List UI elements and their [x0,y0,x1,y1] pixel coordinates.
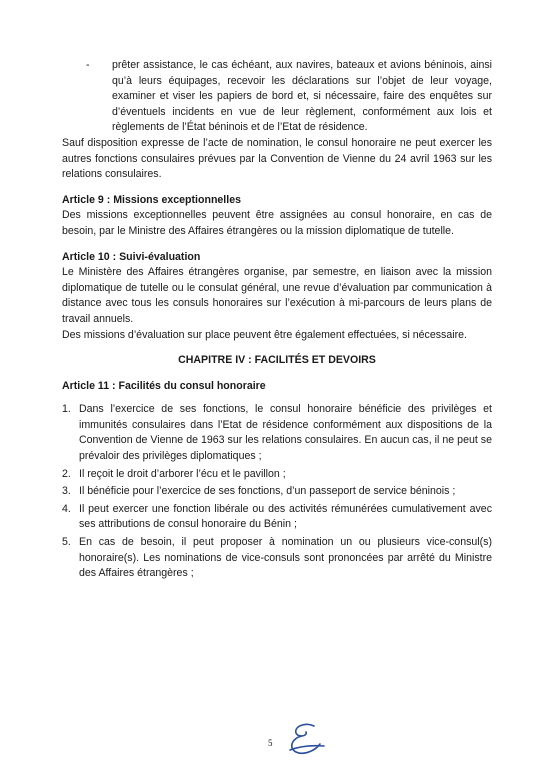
list-number: 1. [62,403,71,416]
list-item [62,502,492,533]
article-10-title: Article 10 : Suivi-évaluation [62,250,201,263]
list-item [62,535,492,582]
list-number: 2. [62,467,71,480]
page-body [62,58,492,584]
list-number: 4. [62,502,71,515]
list-item-text: Il peut exercer une fonction libérale ou des activités rémunérées cumulativement avec ses attributions de consul honoraire du Bénin ; [79,502,492,531]
article-10-body-2: Des missions d’évaluation sur place peuvent être également effectuées, si nécessaire. [62,328,467,341]
bullet-text: prêter assistance, le cas échéant, aux navires, bateaux et avions béninois, ainsi qu’à leurs équipages, recevoir les déclarations sur l’objet de leur voyage, examiner et viser les papiers de bord et, si nécessaire, faire des enquêtes sur d’éventuels incidents en vue de leur règlement, conformément aux lois et règlements de l’État béninois et de l’Etat de résidence. [112,59,492,134]
chapter-title: CHAPITRE IV : FACILITÉS ET DEVOIRS [178,354,376,367]
list-item-text: Dans l’exercice de ses fonctions, le consul honoraire bénéficie des privilèges et immunités consulaires dans l’Etat de résidence conformément aux dispositions de la Convention de Vienne de 1963 sur les relations consulaires. En aucun cas, il ne peut se prévaloir des privilèges diplomatiques ; [79,403,492,463]
signature-stroke [290,724,324,753]
list-item-text: Il bénéficie pour l’exercice de ses fonctions, d’un passeport de service béninois ; [79,485,456,498]
list-item [62,402,492,464]
signature-initials-icon [284,720,328,758]
article-9-title: Article 9 : Missions exceptionnelles [62,193,241,206]
article-9-body: Des missions exceptionnelles peuvent être assignées au consul honoraire, en cas de besoin, par le Ministre des Affaires étrangères ou la mission diplomatique de tutelle. [62,209,492,237]
list-item-text: Il reçoit le droit d’arborer l’écu et le pavillon ; [79,467,286,480]
article-11-list [62,402,492,582]
list-item-text: En cas de besoin, il peut proposer à nomination un ou plusieurs vice-consul(s) honoraire(s). Les nominations de vice-consuls sont prononcées par arrêté du Ministre des Affaires étrangères ; [79,536,492,580]
list-number: 3. [62,485,71,498]
list-number: 5. [62,536,71,549]
article-10-body: Le Ministère des Affaires étrangères organise, par semestre, en liaison avec la mission diplomatique de tutelle ou le consulat général, une revue d’évaluation par communication à distance avec tous les consuls honoraires sur l’exécution à mi-parcours de leurs plans de travail annuels. [62,266,492,325]
page-number: 5 [268,738,273,748]
bullet-item [62,58,492,136]
article-11-title: Article 11 : Facilités du consul honoraire [62,379,266,392]
list-item [62,467,492,483]
dash-marker: - [86,59,90,71]
intro-paragraph: Sauf disposition expresse de l’acte de nomination, le consul honoraire ne peut exercer les autres fonctions consulaires prévues par la Convention de Vienne du 24 avril 1963 sur les relations consulaires. [62,136,492,181]
list-item [62,484,492,500]
